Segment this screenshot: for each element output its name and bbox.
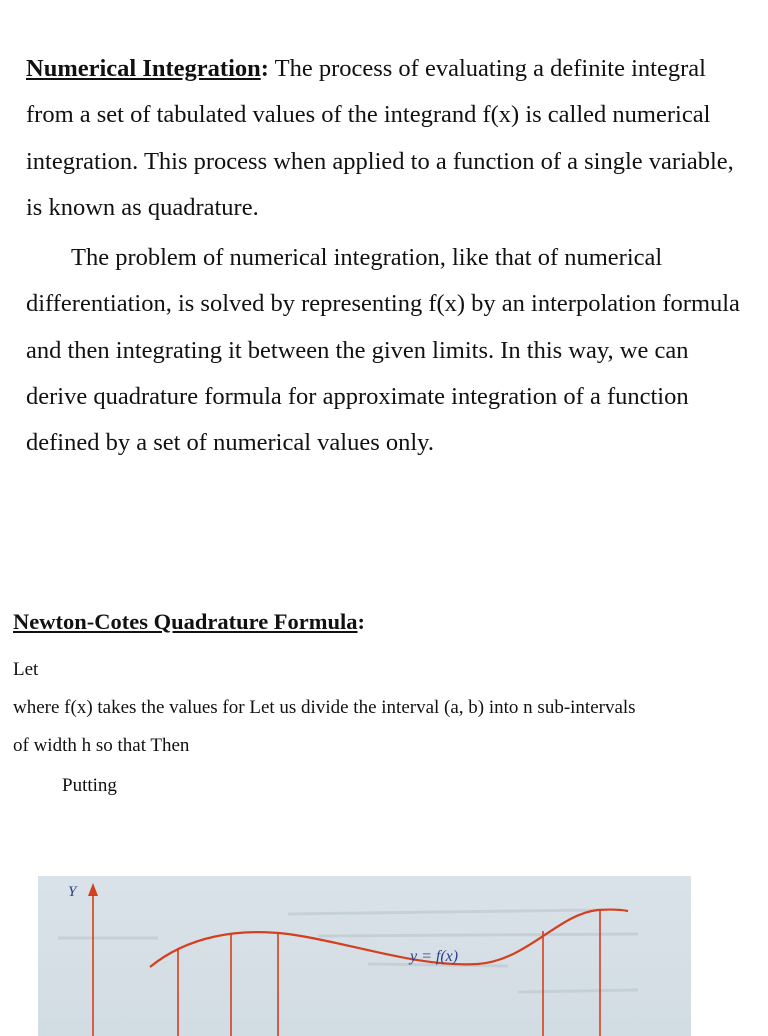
y-axis-arrow-icon [88,883,98,896]
term-heading [26,55,269,82]
bleed-through-texture [58,910,638,992]
newton-cotes-heading-label: Newton-Cotes Quadrature Formula [13,609,358,634]
intro-section [26,46,752,467]
term-label: Numerical Integration [26,55,261,82]
term-definition: The process of evaluating a definite integral from a set of tabulated values of the integrand f(x) is called numerical integration. This process when applied to a function of a single variable, is known as quadrature. [26,55,734,221]
curve-label: y = f(x) [410,948,459,965]
y-axis-label: Y [68,884,77,900]
curve-figure-svg [38,876,691,1036]
curve-figure [38,876,691,1036]
curve-line [150,910,628,967]
interval-line-2: of width h so that Then [13,735,190,756]
newton-cotes-heading-colon: : [357,609,366,634]
interval-line-1: where f(x) takes the values for Let us divide the interval (a, b) into n sub-intervals [13,697,636,718]
newton-cotes-section [13,651,753,805]
term-colon: : [260,55,269,82]
newton-cotes-heading [13,607,365,637]
intro-paragraph-1 [26,46,752,231]
intro-paragraph-2: The problem of numerical integration, like that of numerical differentiation, is solved by representing f(x) by an interpolation formula and then integrating it between the given limits. In this way, we can derive quadrature formula for approximate integration of a function defined by a set of numerical values only. [26,244,740,457]
putting-line: Putting [62,775,117,796]
let-line: Let [13,659,39,680]
